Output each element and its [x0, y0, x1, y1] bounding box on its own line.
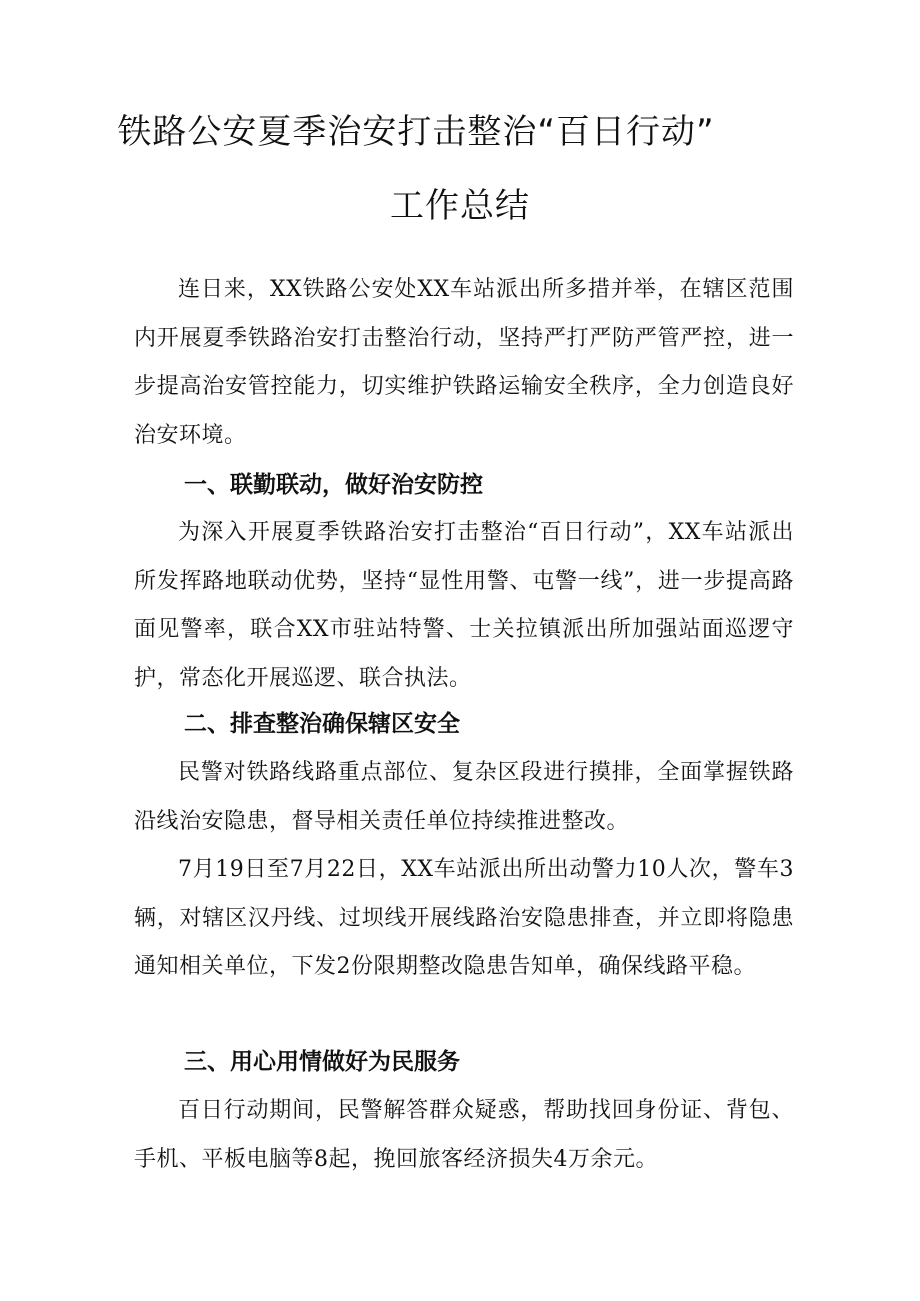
section-heading-2: 二、排查整治确保辖区安全: [184, 711, 460, 737]
section-2-paragraph-2: 7月19日至7月22日，XX车站派出所出动警力10人次，警车3辆，对辖区汉丹线、过坝线开展线路治安隐患排查，并立即将隐患通知相关单位，下发2份限期整改隐患告知单，确保线路平稳。: [134, 857, 794, 979]
section-heading-3: 三、用心用情做好为民服务: [184, 1049, 460, 1075]
section-1-paragraph: 为深入开展夏季铁路治安打击整治“百日行动”，XX车站派出所发挥路地联动优势，坚持“显性用警、屯警一线”，进一步提高路面见警率，联合XX市驻站特警、士关拉镇派出所加强站面巡逻守护，常态化开展巡逻、联合执法。: [134, 520, 794, 691]
section-2-paragraph-1: 民警对铁路线路重点部位、复杂区段进行摸排，全面掌握铁路沿线治安隐患，督导相关责任单位持续推进整改。: [134, 760, 794, 834]
section-heading-1: 一、联勤联动，做好治安防控: [184, 472, 483, 498]
section-3-paragraph: 百日行动期间，民警解答群众疑惑，帮助找回身份证、背包、手机、平板电脑等8起，挽回旅客经济损失4万余元。: [134, 1098, 794, 1172]
intro-paragraph: 连日来，XX铁路公安处XX车站派出所多措并举，在辖区范围内开展夏季铁路治安打击整治行动，坚持严打严防严管严控，进一步提高治安管控能力，切实维护铁路运输安全秩序，全力创造良好治安环境。: [134, 277, 794, 448]
document-title: 铁路公安夏季治安打击整治“百日行动”: [117, 112, 715, 152]
document-subtitle: 工作总结: [390, 186, 530, 226]
